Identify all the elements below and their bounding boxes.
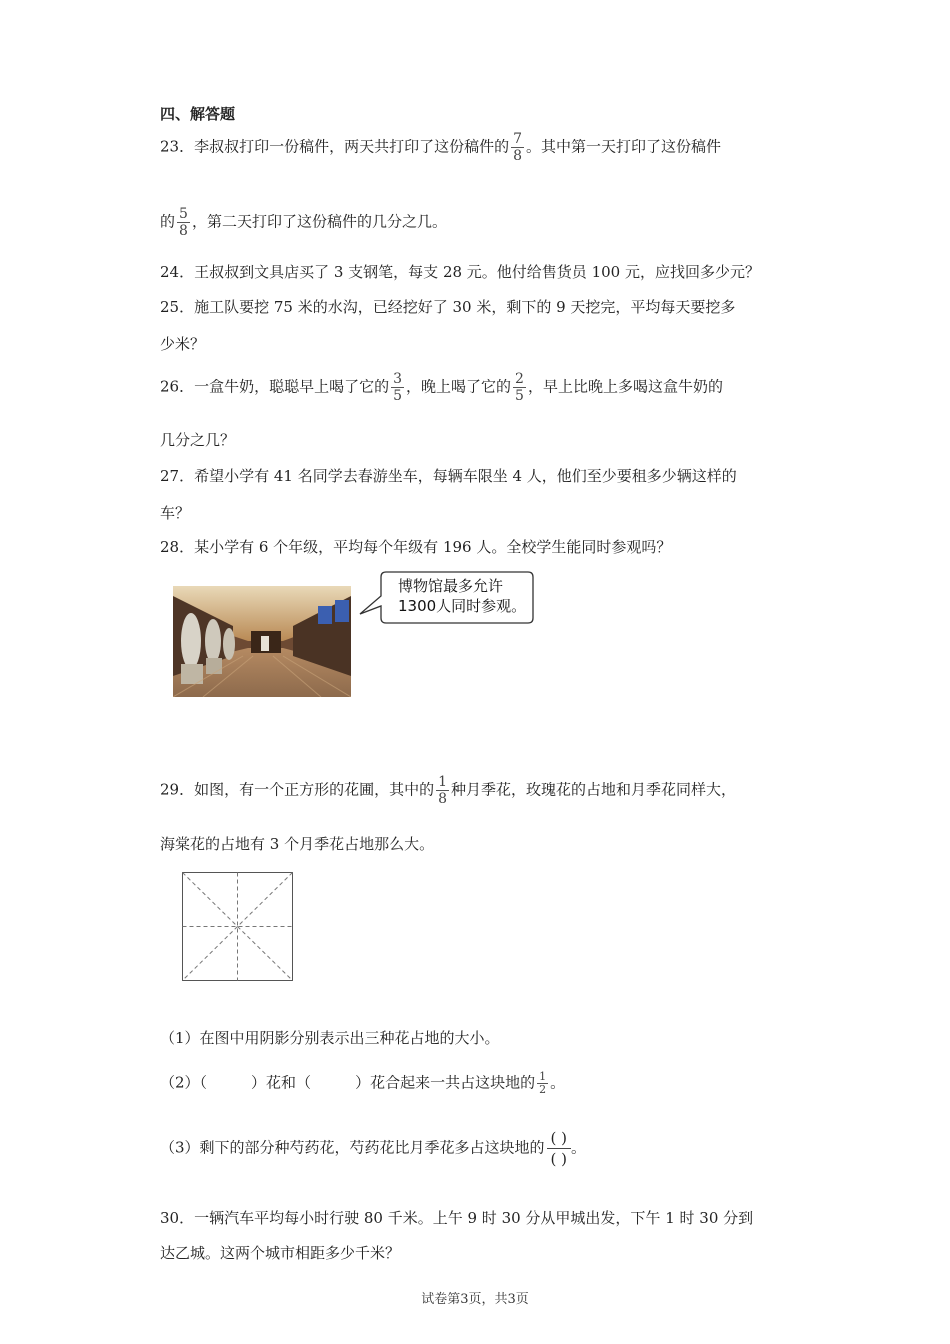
fraction [513,371,526,404]
fraction [511,131,524,164]
fraction-numerator: 2 [515,371,524,387]
fraction-denominator: 5 [515,388,524,404]
fraction-numerator: 7 [513,131,523,147]
question-text: 某小学有 6 个年级，平均每个年级有 196 人。全校学生能同时参观吗？ [194,538,672,556]
fraction [177,206,190,239]
bubble-line-1: 博物馆最多允许 [398,577,504,595]
section-title: 四、解答题 [160,105,236,123]
fraction-denominator: 2 [539,1083,547,1096]
question-number: 28． [160,538,195,556]
question-text: ，第二天打印了这份稿件的几分之几。 [191,212,447,231]
question-number: 29． [160,780,195,799]
question-28 [160,536,671,558]
question-25-line2: 少米？ [160,335,206,353]
question-number: 25． [160,298,195,316]
sub-text: （3）剩下的部分种芍药花，芍药花比月季花多占这块地的 [160,1138,545,1157]
fraction-numerator: 3 [393,371,403,387]
bubble-line-2: 1300人同时参观。 [398,597,527,615]
question-number: 24． [160,263,195,281]
fraction-numerator: 5 [179,206,188,222]
question-text: 李叔叔打印一份稿件，两天共打印了这份稿件的 [194,137,510,156]
question-27-line2: 车？ [160,504,191,522]
paren-bottom: ( ) [547,1148,571,1169]
sub-text: ）花合起来一共占这块地的 [355,1073,536,1092]
museum-hall-photo [173,586,351,697]
question-29-sub2 [160,1071,565,1096]
question-29-sub1: （1）在图中用阴影分别表示出三种花占地的大小。 [160,1029,500,1047]
sub-text: ）花和（ [251,1073,312,1092]
fraction [436,774,449,807]
question-text: ，晚上喝了它的 [406,377,512,396]
fraction-answer-blank[interactable] [547,1128,571,1169]
page-footer: 试卷第3页，共3页 [421,1292,529,1307]
question-text: 种月季花，玫瑰花的占地和月季花同样大， [451,780,737,799]
sub-text: 。 [550,1073,566,1092]
speech-bubble-text [398,576,526,616]
question-25-line1 [160,296,735,318]
fraction-denominator: 5 [393,388,403,404]
question-27-line1 [160,465,737,487]
garden-square-diagram [182,872,294,986]
question-text: 一盒牛奶，聪聪早上喝了它的 [194,377,390,396]
question-29-line2: 海棠花的占地有 3 个月季花占地那么大。 [160,835,435,853]
paren-top: ( ) [550,1129,568,1147]
question-text: ，早上比晚上多喝这盒牛奶的 [527,377,723,396]
question-26-line1 [160,371,723,404]
question-30-line1 [160,1207,753,1229]
question-number: 30． [160,1209,195,1227]
question-23-line1 [160,131,721,164]
question-23-line2 [160,206,447,239]
fraction [391,371,404,404]
fraction-numerator: 1 [539,1070,547,1083]
fraction [537,1071,548,1096]
sub-text: （2）（ [160,1073,208,1092]
question-26-line2: 几分之几？ [160,431,236,449]
fraction-denominator: 8 [179,223,188,239]
fraction-numerator: 1 [438,774,448,790]
question-text: 施工队要挖 75 米的水沟，已经挖好了 30 米，剩下的 9 天挖完，平均每天要挖多 [194,298,736,316]
question-number: 27． [160,467,195,485]
question-text: 一辆汽车平均每小时行驶 80 千米。上午 9 时 30 分从甲城出发，下午 1 时 30 分到 [194,1209,754,1227]
sub-text: 。 [571,1138,587,1157]
question-24 [160,261,760,283]
question-text: 希望小学有 41 名同学去春游坐车，每辆车限坐 4 人，他们至少要租多少辆这样的 [194,467,737,485]
question-29-sub3 [160,1128,586,1169]
question-number: 26． [160,377,195,396]
question-30-line2: 达乙城。这两个城市相距多少千米？ [160,1244,401,1262]
question-number: 23． [160,137,195,156]
question-29-line1 [160,774,736,807]
question-text: 王叔叔到文具店买了 3 支钢笔，每支 28 元。他付给售货员 100 元，应找回多少元？ [194,263,760,281]
question-text: 的 [160,212,176,231]
question-text: 如图，有一个正方形的花圃，其中的 [194,780,435,799]
question-text: 。其中第一天打印了这份稿件 [526,137,722,156]
fraction-denominator: 8 [438,791,448,807]
fraction-denominator: 8 [513,148,523,164]
